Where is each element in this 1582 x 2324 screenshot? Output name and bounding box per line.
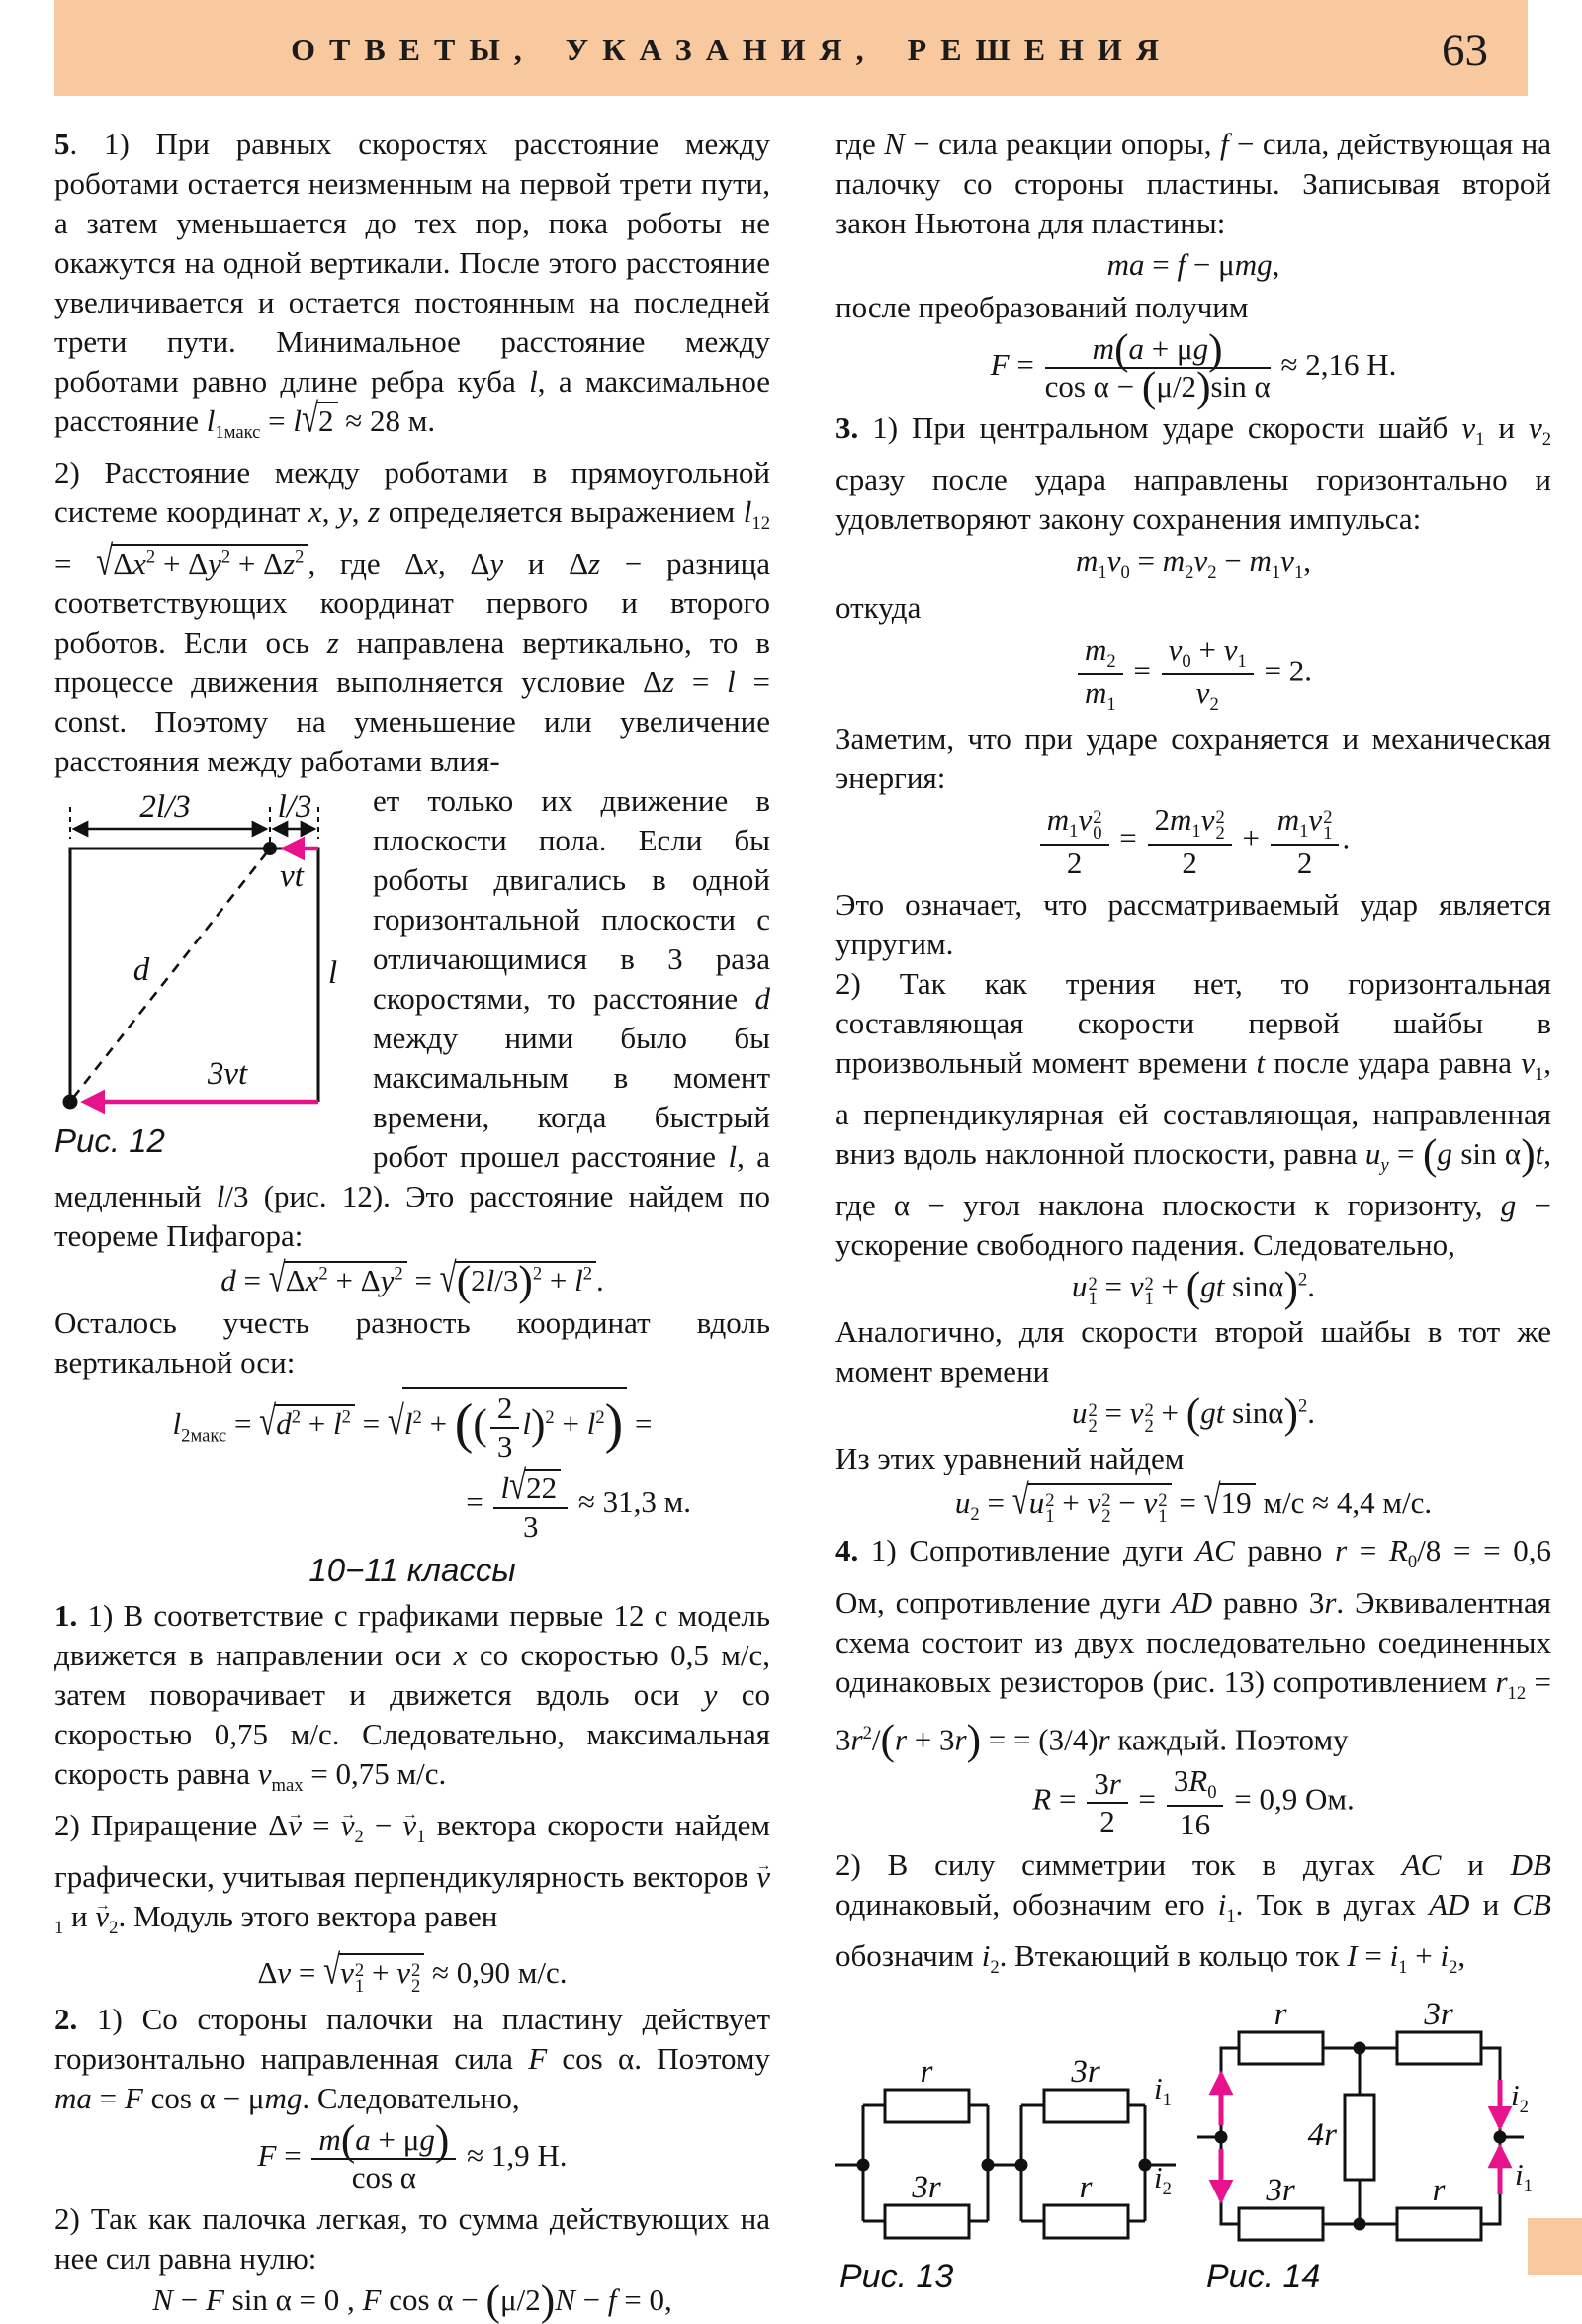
node-dot	[1494, 2130, 1507, 2143]
formula-equilibrium: N − F sin α = 0 , F cos α − (μ/2)N − f = 0,	[152, 2277, 672, 2324]
solution-2-cont: где N − сила реакции опоры, f − сила, действующая на палочку со стороны пластины. Записывая второй закон Ньютона для пластины:	[835, 127, 1551, 240]
formula-u1: u 2 1 = v 2 1 + (gt sinα)$^2$.	[1071, 1263, 1316, 1311]
label-l3: l/3	[277, 789, 312, 826]
label-2l3: 2l/3	[139, 789, 191, 826]
solution-5-part1: 5. 1) При равных скоростях расстояние между роботами остается неизменным на первой трети пути, а затем уменьшается до тех пор, пока роботы не окажутся на одной вертикали. После этого расстояние увеличивается и остается постоянным на последней трети пути. Минимальное расстояние между роботами равно длине ребра куба l, а максимальное расстояние $l_{1макс} = l√2 \approx 28$ м.	[54, 127, 770, 444]
formula-delta-v: Δv = √v 2 1 + v 2 2 ≈ 0,90 м/с.	[257, 1946, 568, 1997]
figure-12-drawing	[54, 787, 351, 1114]
formula-l2max-line1: $l_{2макс} = √d^2 + l^2 = √l^2$ + (( $\frac{2}{3}$ $l)^2 + l^2$) =	[54, 1387, 770, 1463]
solution-3-part1: 3. 1) При центральном ударе скорости шайб $v_1$ и $v_2$ сразу после удара направлены горизонтально и удовлетворяют закону сохранения импульса:	[835, 409, 1551, 536]
fig14-label-i1-left: $i_1$	[1154, 2070, 1172, 2110]
figure-14-circuit	[1191, 1996, 1538, 2295]
formula-d-pythagoras: $d = √\Delta x^2 + \Delta y^2 = √(2l/3)^2 + l^2$ .	[220, 1253, 604, 1305]
solution-4-part1: 4. 1) Сопротивление дуги AC равно $r = R_0/8$ = = 0,6 Ом, сопротивление дуги AD равно 3r. Эквивалентная схема состоит из двух последовательно соединенных одинаковых резисторов (рис. 13) сопротивлением $r_{12} = 3r^2/(r + 3r)$ = = (3/4)r каждый. Поэтому	[835, 1533, 1551, 1764]
node-dot	[1015, 2158, 1028, 2171]
node-dot	[1354, 2041, 1366, 2054]
node-dot	[857, 2158, 870, 2171]
fig13-label-r-top-left: r	[920, 2053, 933, 2090]
formula-u2: u 2 2 = v 2 2 + (gt sinα)$^2$.	[1071, 1389, 1316, 1438]
fig14-label-r-top: r	[1274, 1996, 1287, 2032]
solution-3-part2: 2) Так как трения нет, то горизонтальная составляющая скорости первой шайбы в произвольный момент времени t после удара равна $v_1$, а перпендикулярная ей составляющая, направленная вниз вдоль наклонной плоскости, равна $u_y = (g$ sin α)t, где α − угол наклона плоскости к горизонту, g − ускорение свободного падения. Следовательно,	[835, 965, 1552, 1263]
solution-5-note: Осталось учесть разность координат вдоль вертикальной оси:	[54, 1305, 770, 1381]
section-heading-grades: 10−11 классы	[308, 1552, 516, 1589]
solution-3-find: Из этих уравнений найдем	[835, 1441, 1185, 1476]
fig14-label-4r: 4r	[1307, 2116, 1337, 2153]
formula-u2-result: $u_2 = √u$ 2 1 + v 2 2 − v 2 1 = √19 м/с ≈ 4,4 м/с.	[954, 1475, 1433, 1527]
resistor-box	[1397, 2208, 1481, 2240]
resistor-box	[1239, 2208, 1323, 2240]
resistor-box-4r	[1345, 2095, 1374, 2180]
fig13-label-3r-top-right: 3r	[1071, 2053, 1100, 2090]
column-left	[54, 125, 770, 2322]
solution-3-energy-note: Заметим, что при ударе сохраняется и механическая энергия:	[835, 721, 1551, 796]
resistor-box	[1044, 2205, 1128, 2238]
label-d: d	[132, 952, 150, 989]
solution-3-elastic: Это означает, что рассматриваемый удар является упругим.	[835, 886, 1551, 961]
page-number: 63	[1442, 25, 1488, 76]
formula-R-09: R = $\frac{3r}{2}$ = $\frac{3R_0}{16}$ = 0,9 Ом.	[1032, 1763, 1355, 1841]
formula-momentum: $m_1v_0 = m_2v_2 - m_1v_1$,	[1076, 543, 1311, 583]
node-dot	[1139, 2158, 1152, 2171]
solution-2-transform: после преобразований получим	[835, 289, 1249, 324]
solution-4-part2: 2) В силу симметрии ток в дугах AC и DB одинаковый, обозначим его $i_1$. Ток в дугах AD и CB обозначим $i_2$. Втекающий в кольцо ток $I = i_1 + i_2$,	[835, 1847, 1551, 1979]
figure-13-caption: Рис. 13	[839, 2257, 954, 2295]
header-band	[54, 0, 1528, 96]
resistor-box	[1397, 2032, 1481, 2064]
label-3vt: 3vt	[207, 1056, 248, 1093]
solution-2-part2: 2) Так как палочка легкая, то сумма действующих на нее сил равна нулю:	[54, 2200, 770, 2276]
fig14-label-3r-bottom: 3r	[1266, 2172, 1295, 2208]
node-dot	[982, 2158, 995, 2171]
fig13-label-3r-bottom-left: 3r	[912, 2169, 941, 2205]
formula-energy: $m_1v$ 2 0 2 = $2m_1v$ 2 2 2 + $m_1v$ 2 1 2 .	[835, 803, 1551, 879]
formula-newton-plate: ma = f − μmg,	[1106, 247, 1280, 282]
formula-F-19: F = $\frac{m(a + \mu g)}{\text{cos α}}$ ≈ 1,9 Н.	[257, 2115, 568, 2195]
figure-13-circuit	[835, 1999, 1177, 2295]
page-title: ОТВЕТЫ, УКАЗАНИЯ, РЕШЕНИЯ	[291, 32, 1173, 67]
formula-l2max-line2: = $\frac{l√22}{3}$ ≈ 31,3 м.	[466, 1461, 691, 1544]
node-dot	[1215, 2130, 1228, 2143]
fig14-label-i2-right: $i_2$	[1511, 2077, 1529, 2117]
node-dot	[1354, 2217, 1366, 2230]
resistor-box	[885, 2205, 969, 2238]
fig13-label-r-bottom-right: r	[1079, 2169, 1093, 2205]
solution-1-part1: 1. 1) В соответствие с графиками первые 12 с модель движется в направлении оси x со скоростью 0,5 м/с, затем поворачивает и движется вдоль оси y со скоростью 0,75 м/с. Следовательно, максимальная скорость равна $v_{max} = 0,75$ м/с.	[54, 1597, 770, 1797]
fig14-label-3r-top: 3r	[1424, 1996, 1453, 2032]
figure-12	[54, 787, 367, 1160]
solution-5-part2-cont: ет только их движение в плоскости пола. Если бы роботы двигались в одной горизонтальной плоскости с отличающимися в 3 раза скоростями, то расстояние d между ними было бы максимальным в момент времени, когда быстрый робот прошел расстояние l, а медленный l/3 (рис. 12). Это расстояние найдем по теореме Пифагора:	[54, 783, 771, 1254]
fig14-label-i2-left: $i_2$	[1154, 2159, 1172, 2199]
slow-robot-dot	[63, 1095, 78, 1110]
resistor-box	[1044, 2090, 1128, 2122]
label-l: l	[328, 955, 338, 992]
fig14-label-i1-right: $i_1$	[1515, 2156, 1533, 2196]
figure-14-caption: Рис. 14	[1206, 2257, 1321, 2295]
formula-mass-ratio: $\frac{m_2}{m_1}$ = $\frac{v_0 + v_1}{v_2}$ = 2.	[835, 633, 1551, 714]
solution-1-part2: 2) Приращение Δv → = $v \to_2 - v \to_1$ вектора скорости найдем графически, учитывая перпендикулярность векторов $v \to_1$ и $v \to_2$. Модуль этого вектора равен	[54, 1806, 770, 1948]
circuit-figures-row	[835, 1996, 1551, 2303]
resistor-box	[1239, 2032, 1323, 2064]
column-right	[835, 125, 1551, 2303]
solution-3-analog: Аналогично, для скорости второй шайбы в тот же момент времени	[835, 1314, 1551, 1389]
solution-3-whence: откуда	[835, 590, 922, 625]
solution-5-part2: 2) Расстояние между роботами в прямоугольной системе координат x, y, z определяется выражением $l_{12} = √\Delta x^2 + \Delta y^2 + \Delta z^2$ , где Δx, Δy и Δz − разница соответствующих координат первого и второго роботов. Если ось z направлена вертикально, то в процессе движения выполняется условие Δz = l = const. Поэтому на уменьшение или увеличение расстояния между работами влия-	[54, 455, 771, 779]
fig14-label-r-bottom: r	[1432, 2172, 1446, 2208]
solution-2-part1: 2. 1) Со стороны палочки на пластину действует горизонтально направленная сила F cos α. Поэтому ma = F cos α − μmg. Следовательно,	[54, 2001, 770, 2115]
label-vt: vt	[280, 858, 304, 895]
fast-robot-dot	[263, 842, 277, 855]
figure-12-caption: Рис. 12	[54, 1122, 165, 1160]
formula-F-216: F = $\frac{m(a + \mu g)}{\text{cos α − (μ/2)sin α}}$ ≈ 2,16 Н.	[990, 325, 1397, 411]
resistor-box	[885, 2090, 969, 2122]
